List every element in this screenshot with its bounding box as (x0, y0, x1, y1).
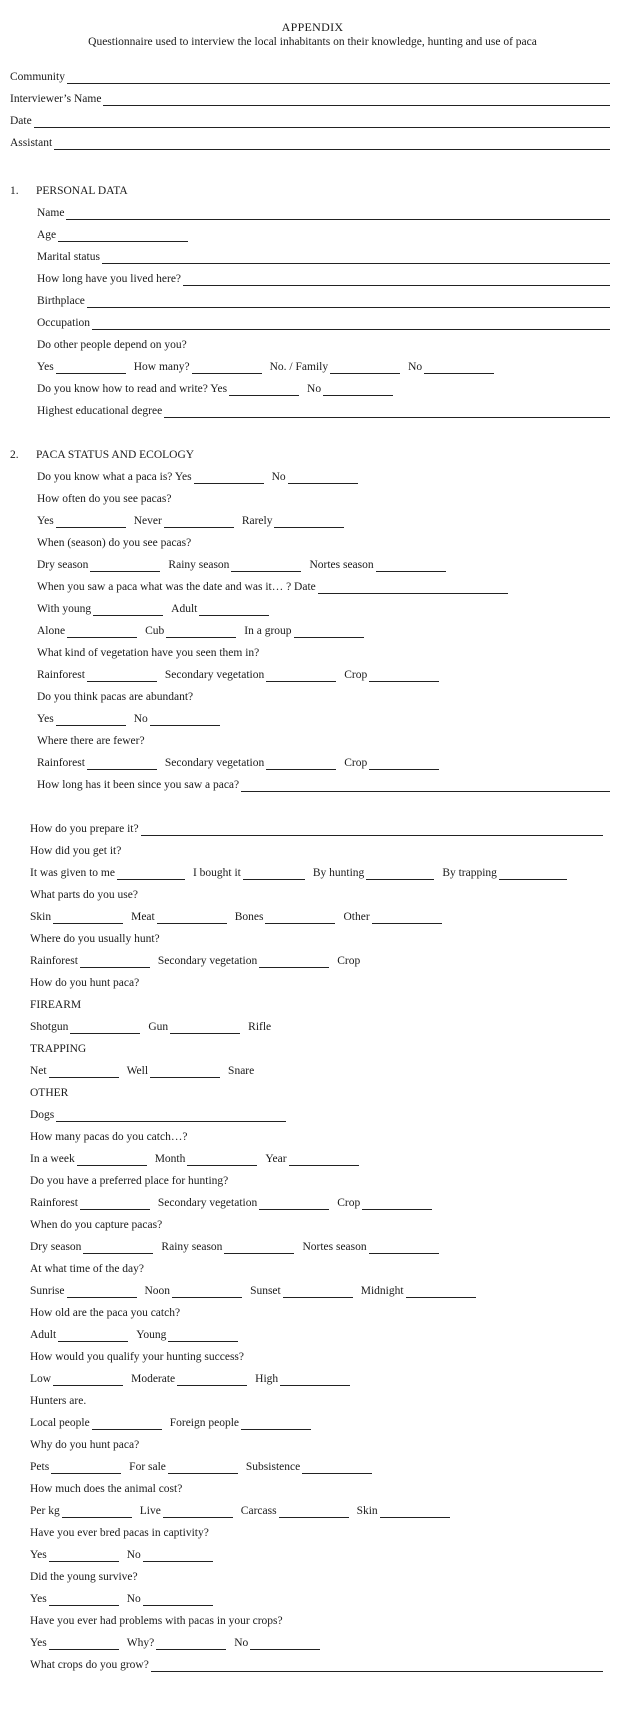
old-options: Adult Young (30, 1326, 246, 1342)
trapping-options: Net Well Snare (30, 1065, 255, 1077)
dogs-blank[interactable] (56, 1110, 286, 1122)
carcass-blank[interactable] (279, 1506, 349, 1518)
marital-field: Marital status (37, 248, 610, 264)
name-blank[interactable] (66, 208, 610, 220)
pets-blank[interactable] (51, 1462, 121, 1474)
month-blank[interactable] (187, 1154, 257, 1166)
parts-other-blank[interactable] (372, 912, 442, 924)
read-no-blank[interactable] (323, 384, 393, 396)
capture-question: When do you capture pacas? (30, 1219, 163, 1231)
pref-secondary-blank[interactable] (259, 1198, 329, 1210)
season-nortes-blank[interactable] (376, 560, 446, 572)
success-question: How would you qualify your hunting success? (30, 1351, 244, 1363)
why-hunt-options: Pets For sale Subsistence (30, 1458, 380, 1474)
community-field: Community (10, 68, 610, 84)
preferred-options: Rainforest Secondary vegetation Crop (30, 1194, 440, 1210)
assistant-blank[interactable] (54, 138, 610, 150)
firearm-heading: FIREARM (30, 999, 82, 1011)
often-never-blank[interactable] (164, 516, 234, 528)
survive-no-blank[interactable] (143, 1594, 213, 1606)
well-blank[interactable] (150, 1066, 220, 1078)
preferred-question: Do you have a preferred place for hunting? (30, 1175, 229, 1187)
trapping-blank[interactable] (499, 868, 567, 880)
capture-options: Dry season Rainy season Nortes season (30, 1238, 447, 1254)
problems-why-blank[interactable] (156, 1638, 226, 1650)
firearm-options: Shotgun Gun Rifle (30, 1021, 272, 1033)
adult-blank[interactable] (199, 604, 269, 616)
vegetation-question: What kind of vegetation have you seen them in? (37, 647, 260, 659)
net-blank[interactable] (49, 1066, 119, 1078)
since-field: How long has it been since you saw a paca? (37, 776, 610, 792)
with-young-blank[interactable] (93, 604, 163, 616)
problems-question: Have you ever had problems with pacas in your crops? (30, 1615, 283, 1627)
read-write-field: Do you know how to read and write? Yes No (37, 380, 401, 396)
interviewer-blank[interactable] (103, 94, 610, 106)
bred-options: Yes No (30, 1546, 221, 1562)
fewer-question: Where there are fewer? (37, 735, 145, 747)
week-blank[interactable] (77, 1154, 147, 1166)
survive-options: Yes No (30, 1590, 221, 1606)
fewer-options: Rainforest Secondary vegetation Crop (37, 754, 447, 770)
problems-yes-blank[interactable] (49, 1638, 119, 1650)
prepare-blank[interactable] (141, 824, 603, 836)
marital-blank[interactable] (102, 252, 610, 264)
sunrise-blank[interactable] (67, 1286, 137, 1298)
subsistence-blank[interactable] (302, 1462, 372, 1474)
fewer-secondary-blank[interactable] (266, 758, 336, 770)
year-blank[interactable] (289, 1154, 359, 1166)
interviewer-field: Interviewer’s Name (10, 90, 610, 106)
local-blank[interactable] (92, 1418, 162, 1430)
occupation-field: Occupation (37, 314, 610, 330)
old-young-blank[interactable] (168, 1330, 238, 1342)
hunting-blank[interactable] (366, 868, 434, 880)
alone-options: Alone Cub In a group (37, 622, 372, 638)
where-hunt-question: Where do you usually hunt? (30, 933, 160, 945)
group-blank[interactable] (294, 626, 364, 638)
fewer-rainforest-blank[interactable] (87, 758, 157, 770)
bred-question: Have you ever bred pacas in captivity? (30, 1527, 209, 1539)
get-question: How did you get it? (30, 845, 122, 857)
vegetation-options: Rainforest Secondary vegetation Crop (37, 666, 447, 682)
survive-yes-blank[interactable] (49, 1594, 119, 1606)
problems-options: Yes Why? No (30, 1634, 328, 1650)
pref-crop-blank[interactable] (362, 1198, 432, 1210)
capture-rainy-blank[interactable] (224, 1242, 294, 1254)
dogs-field: Dogs (30, 1106, 294, 1122)
degree-field: Highest educational degree (37, 402, 610, 418)
why-hunt-question: Why do you hunt paca? (30, 1439, 140, 1451)
season-question: When (season) do you see pacas? (37, 537, 192, 549)
abundant-yes-blank[interactable] (56, 714, 126, 726)
age-blank[interactable] (58, 230, 188, 242)
pref-rainforest-blank[interactable] (80, 1198, 150, 1210)
capture-dry-blank[interactable] (83, 1242, 153, 1254)
abundant-no-blank[interactable] (150, 714, 220, 726)
age-field: Age (37, 226, 196, 242)
season-rainy-blank[interactable] (231, 560, 301, 572)
season-dry-blank[interactable] (90, 560, 160, 572)
season-options: Dry season Rainy season Nortes season (37, 556, 454, 572)
assistant-field: Assistant (10, 134, 610, 150)
know-yes-blank[interactable] (194, 472, 264, 484)
sunset-blank[interactable] (283, 1286, 353, 1298)
gun-blank[interactable] (170, 1022, 240, 1034)
shotgun-blank[interactable] (70, 1022, 140, 1034)
veg-rainforest-blank[interactable] (87, 670, 157, 682)
noon-blank[interactable] (172, 1286, 242, 1298)
live-blank[interactable] (163, 1506, 233, 1518)
old-adult-blank[interactable] (58, 1330, 128, 1342)
hunters-options: Local people Foreign people (30, 1414, 319, 1430)
parts-bones-blank[interactable] (265, 912, 335, 924)
page-subtitle: Questionnaire used to interview the local inhabitants on their knowledge, hunting and use of paca (88, 36, 537, 48)
abundant-question: Do you think pacas are abundant? (37, 691, 194, 703)
midnight-blank[interactable] (406, 1286, 476, 1298)
hunt-secondary-blank[interactable] (259, 956, 329, 968)
catch-question: How many pacas do you catch…? (30, 1131, 188, 1143)
crops-field: What crops do you grow? (30, 1656, 603, 1672)
name-field: Name (37, 204, 610, 220)
often-yes-blank[interactable] (56, 516, 126, 528)
catch-options: In a week Month Year (30, 1150, 367, 1166)
with-young-options: With young Adult (37, 600, 277, 616)
since-blank[interactable] (241, 780, 610, 792)
get-options: It was given to me I bought it By hunting By trapping (30, 864, 575, 880)
survive-question: Did the young survive? (30, 1571, 138, 1583)
depend-yes-blank[interactable] (56, 362, 126, 374)
veg-secondary-blank[interactable] (266, 670, 336, 682)
fewer-crop-blank[interactable] (369, 758, 439, 770)
community-blank[interactable] (67, 72, 610, 84)
per-kg-blank[interactable] (62, 1506, 132, 1518)
when-saw-field: When you saw a paca what was the date and was it… ? Date (37, 578, 516, 594)
time-options: Sunrise Noon Sunset Midnight (30, 1282, 484, 1298)
parts-options: Skin Meat Bones Other (30, 908, 450, 924)
often-rarely-blank[interactable] (274, 516, 344, 528)
sale-blank[interactable] (168, 1462, 238, 1474)
depend-question: Do other people depend on you? (37, 339, 187, 351)
abundant-options: Yes No (37, 710, 228, 726)
problems-no-blank[interactable] (250, 1638, 320, 1650)
depend-options: Yes How many? No. / Family No (37, 358, 502, 374)
depend-how-many-blank[interactable] (192, 362, 262, 374)
date-blank[interactable] (34, 116, 610, 128)
trapping-heading: TRAPPING (30, 1043, 87, 1055)
low-blank[interactable] (53, 1374, 123, 1386)
old-question: How old are the paca you catch? (30, 1307, 181, 1319)
alone-blank[interactable] (67, 626, 137, 638)
cost-skin-blank[interactable] (380, 1506, 450, 1518)
section-1-heading: 1. PERSONAL DATA (10, 185, 128, 197)
prepare-field: How do you prepare it? (30, 820, 603, 836)
bred-no-blank[interactable] (143, 1550, 213, 1562)
cost-question: How much does the animal cost? (30, 1483, 183, 1495)
high-blank[interactable] (280, 1374, 350, 1386)
moderate-blank[interactable] (177, 1374, 247, 1386)
page-title: APPENDIX (281, 20, 344, 34)
know-no-blank[interactable] (288, 472, 358, 484)
bred-yes-blank[interactable] (49, 1550, 119, 1562)
depend-family-blank[interactable] (330, 362, 400, 374)
depend-no-blank[interactable] (424, 362, 494, 374)
read-yes-blank[interactable] (229, 384, 299, 396)
capture-nortes-blank[interactable] (369, 1242, 439, 1254)
veg-crop-blank[interactable] (369, 670, 439, 682)
how-long-field: How long have you lived here? (37, 270, 610, 286)
how-long-blank[interactable] (183, 274, 610, 286)
hunters-question: Hunters are. (30, 1395, 87, 1407)
time-question: At what time of the day? (30, 1263, 145, 1275)
crops-blank[interactable] (151, 1660, 603, 1672)
often-question: How often do you see pacas? (37, 493, 172, 505)
cub-blank[interactable] (166, 626, 236, 638)
bought-blank[interactable] (243, 868, 305, 880)
cost-options: Per kg Live Carcass Skin (30, 1502, 458, 1518)
parts-meat-blank[interactable] (157, 912, 227, 924)
degree-blank[interactable] (164, 406, 610, 418)
birthplace-field: Birthplace (37, 292, 610, 308)
occupation-blank[interactable] (92, 318, 610, 330)
know-paca-field: Do you know what a paca is? Yes No (37, 468, 366, 484)
hunt-rainforest-blank[interactable] (80, 956, 150, 968)
given-blank[interactable] (117, 868, 185, 880)
when-saw-date-blank[interactable] (318, 582, 508, 594)
success-options: Low Moderate High (30, 1370, 358, 1386)
date-field: Date (10, 112, 610, 128)
parts-skin-blank[interactable] (53, 912, 123, 924)
where-hunt-options: Rainforest Secondary vegetation Crop (30, 955, 361, 967)
section-2-heading: 2. PACA STATUS AND ECOLOGY (10, 449, 195, 461)
how-hunt-question: How do you hunt paca? (30, 977, 140, 989)
birthplace-blank[interactable] (87, 296, 610, 308)
foreign-blank[interactable] (241, 1418, 311, 1430)
parts-question: What parts do you use? (30, 889, 138, 901)
often-options: Yes Never Rarely (37, 512, 352, 528)
other-heading: OTHER (30, 1087, 69, 1099)
